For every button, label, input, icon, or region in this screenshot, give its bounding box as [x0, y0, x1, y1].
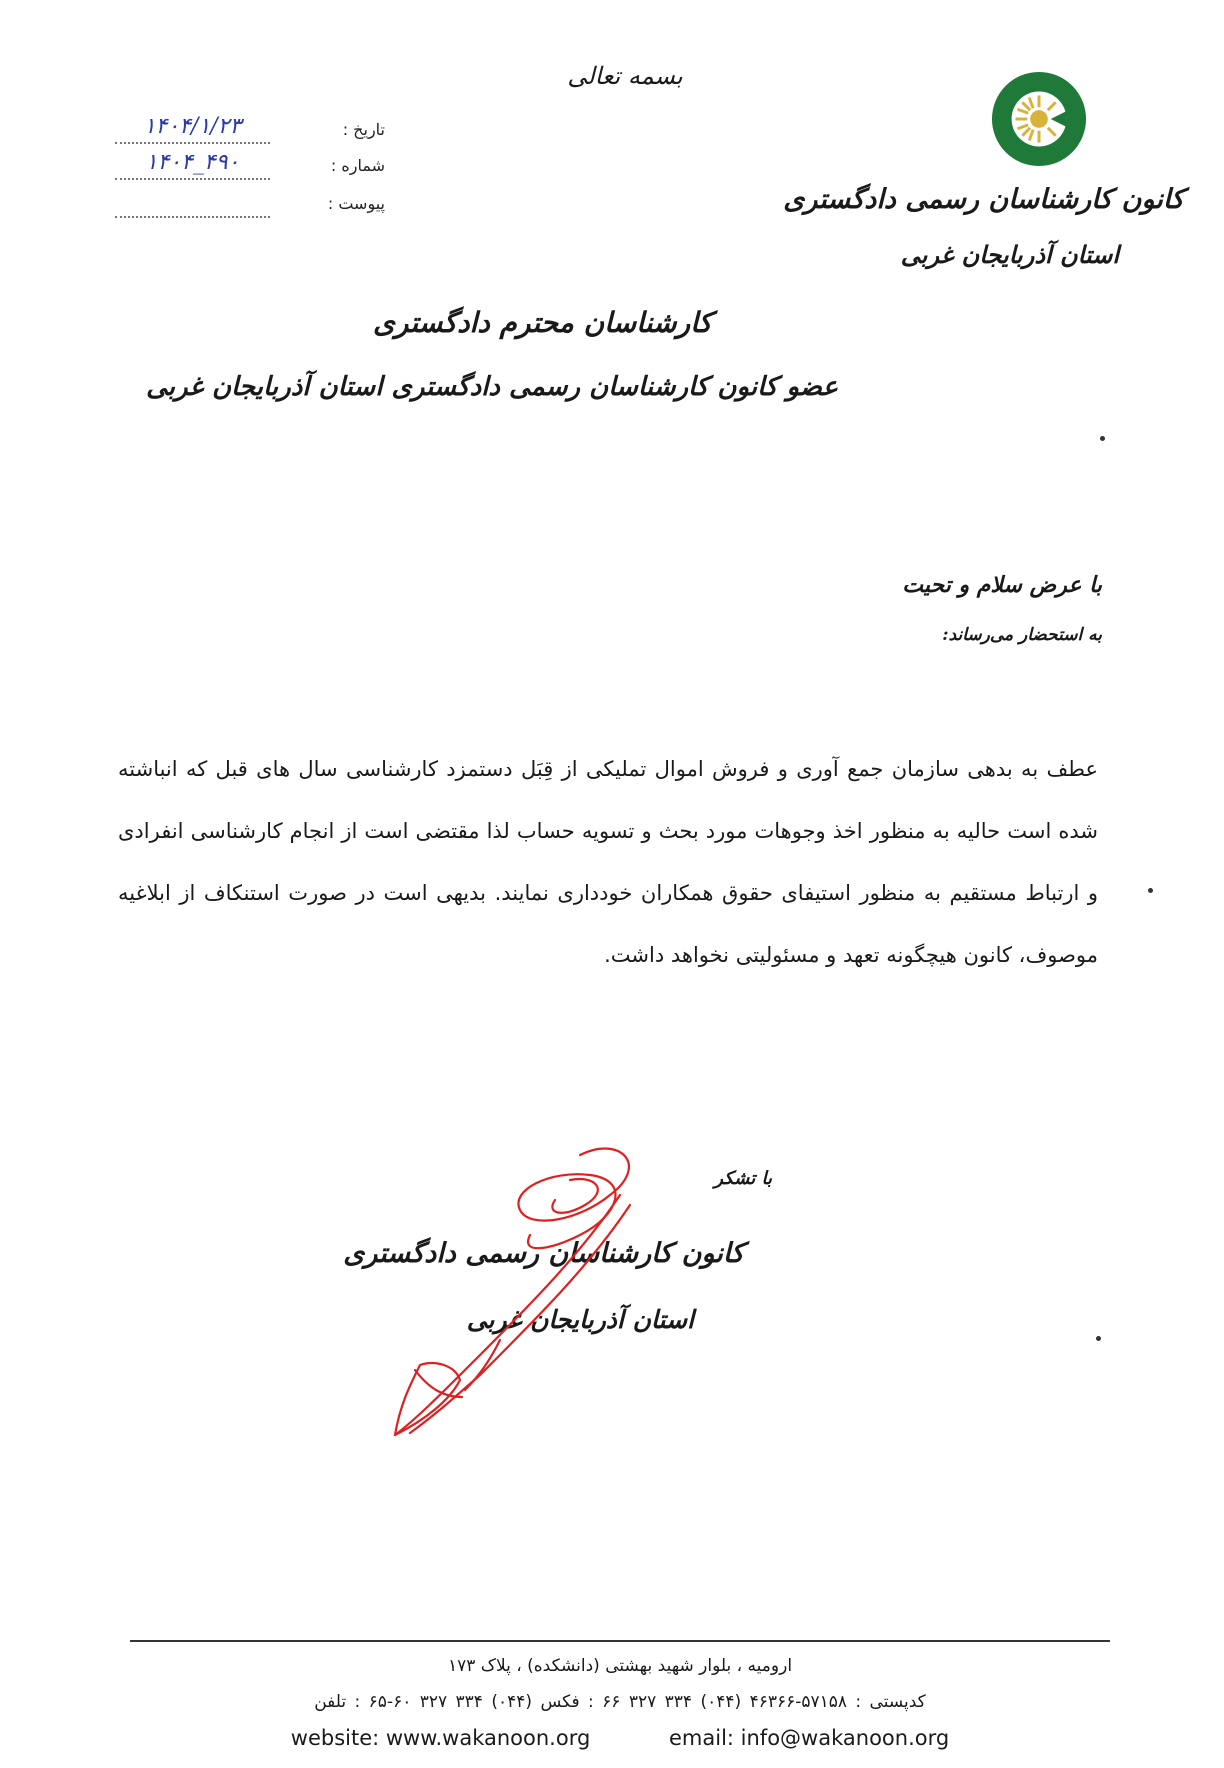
- addressee-title: کارشناسان محترم دادگستری: [372, 306, 712, 339]
- footer-website: website: www.wakanoon.org: [290, 1726, 591, 1750]
- number-label: شماره :: [330, 156, 385, 175]
- bismillah-heading: بسمه تعالی: [567, 62, 683, 90]
- meta-date-row: [115, 116, 385, 146]
- signature-thanks: با تشکر: [714, 1168, 772, 1189]
- attachment-label: پیوست :: [327, 194, 385, 213]
- date-label: تاریخ :: [342, 120, 385, 139]
- meta-attachment-row: [115, 190, 385, 220]
- footer-phones: کدپستی : ۵۷۱۵۸-۴۶۳۶۶ (۰۴۴) ۳۳۴ ۳۲۷ ۶۶ : فکس (۰۴۴) ۳۳۴ ۳۲۷ ۶۰-۶۵ : تلفن: [314, 1692, 926, 1712]
- margin-dot: [1148, 888, 1153, 893]
- signature-org-name: کانون کارشناسان رسمی دادگستری: [343, 1238, 744, 1269]
- org-name: کانون کارشناسان رسمی دادگستری: [783, 184, 1184, 215]
- footer-email: email: info@wakanoon.org: [669, 1726, 950, 1750]
- org-province: استان آذربایجان غربی: [900, 240, 1119, 269]
- kanoon-emblem-icon: [990, 70, 1088, 168]
- inform-line: به استحضار می‌رساند:: [942, 625, 1102, 645]
- footer-contact: [130, 1726, 1110, 1750]
- addressee-subtitle: عضو کانون کارشناسان رسمی دادگستری استان آذربایجان غربی: [146, 372, 838, 402]
- number-value: ۱۴۰۴_۴۹۰: [115, 150, 270, 180]
- meta-number-row: [115, 152, 385, 182]
- footer-divider: [130, 1640, 1110, 1642]
- footer-address: ارومیه ، بلوار شهید بهشتی (دانشکده) ، پلاک ۱۷۳: [447, 1656, 793, 1676]
- margin-dot: [1096, 1336, 1101, 1341]
- attachment-value: [115, 188, 270, 218]
- margin-dot: [1100, 436, 1105, 441]
- red-signature-icon: [380, 1135, 700, 1445]
- salutation: با عرض سلام و تحیت: [902, 572, 1102, 598]
- letter-body: عطف به بدهی سازمان جمع آوری و فروش اموال تملیکی از قِبَل دستمزد کارشناسی سال های قبل که انباشته شده است حالیه به منظور اخذ وجوهات مورد بحث و تسویه حساب لذا مقتضی است از انجام کارشناسی انفرادی و ارتباط مستقیم به منظور استیفای حقوق همکاران خودداری نمایند. بدیهی است در صورت استنکاف از ابلاغیه موصوف، کانون هیچگونه تعهد و مسئولیتی نخواهد داشت.: [118, 757, 1098, 967]
- date-value: ۱۴۰۴/۱/۲۳: [115, 114, 270, 144]
- signature-province: استان آذربایجان غربی: [466, 1305, 694, 1334]
